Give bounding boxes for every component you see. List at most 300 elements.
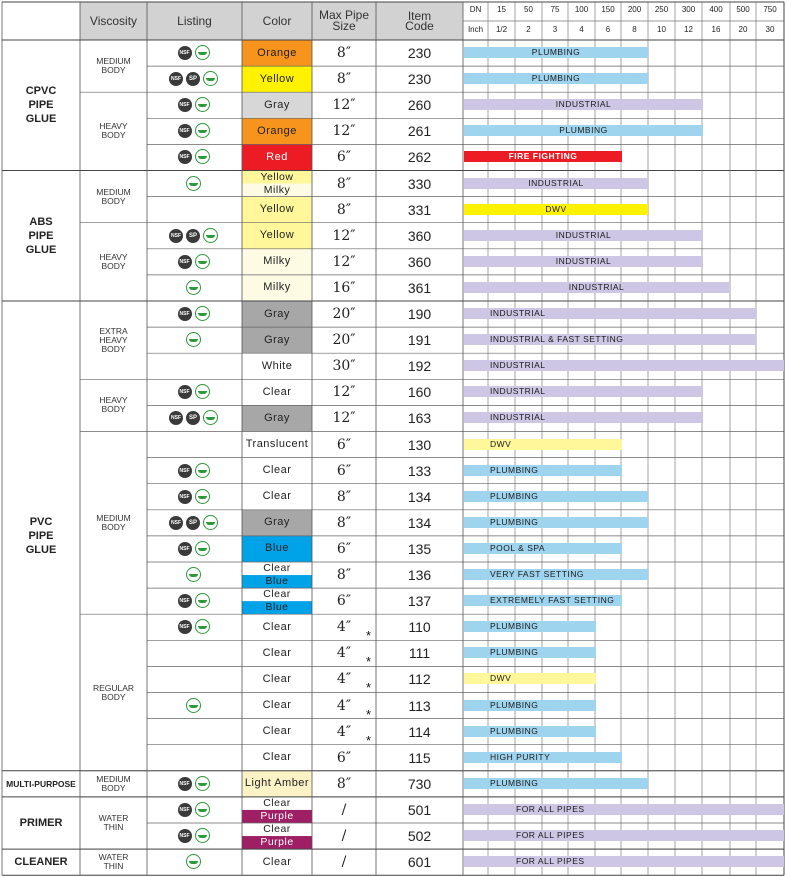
header-listing: Listing — [177, 14, 212, 28]
color-label: Clear — [262, 490, 292, 503]
viscosity-label-line: BODY — [101, 782, 126, 793]
viscosity-label — [80, 122, 147, 140]
color-label: Clear — [263, 562, 291, 575]
item-code: 601 — [407, 854, 432, 871]
max-pipe-size: 8″ — [336, 201, 352, 218]
color-label: Yellow — [259, 203, 295, 216]
certified-badge-icon — [195, 463, 210, 478]
group-label — [2, 515, 80, 557]
viscosity-label-line: MEDIUM — [96, 773, 131, 784]
viscosity-label-line: THIN — [103, 861, 124, 872]
viscosity-label — [80, 188, 147, 206]
color-label: Gray — [264, 333, 290, 346]
max-pipe-size: 12″ — [332, 253, 356, 270]
certified-badge-icon — [203, 71, 218, 86]
certified-badge-icon — [186, 854, 201, 869]
group-label-line: MULTI-PURPOSE — [6, 778, 76, 789]
nsf-badge-icon: NSF — [178, 490, 192, 504]
color-label: Purple — [260, 809, 294, 822]
inch-value: 6 — [605, 25, 611, 34]
viscosity-label-line: MEDIUM — [96, 512, 131, 523]
application-label: PLUMBING — [490, 516, 539, 527]
inch-value: 30 — [765, 25, 775, 34]
viscosity-label-line: EXTRA — [99, 325, 128, 336]
application-label: FOR ALL PIPES — [516, 803, 585, 814]
item-code: 137 — [407, 593, 432, 610]
viscosity-label-line: HEAVY — [99, 334, 128, 345]
asterisk-mark: * — [366, 628, 372, 644]
application-label: FIRE FIGHTING — [508, 151, 578, 162]
application-bar — [464, 543, 622, 554]
application-bar — [464, 282, 729, 293]
max-pipe-size: 8″ — [336, 175, 352, 192]
certified-badge-icon — [186, 332, 201, 347]
viscosity-label-line: BODY — [101, 404, 126, 415]
application-bar — [464, 386, 703, 397]
certified-badge-icon — [186, 280, 201, 295]
color-label: Light Amber — [244, 777, 310, 790]
inch-value: 16 — [711, 25, 721, 34]
max-pipe-size: 20″ — [332, 306, 356, 322]
dn-value: 75 — [550, 5, 560, 14]
color-label: Gray — [264, 516, 290, 529]
nsf-badge-icon: NSF — [178, 46, 192, 60]
nsf-badge-icon: NSF — [178, 777, 192, 791]
max-pipe-size: 6″ — [336, 149, 352, 166]
nsf-badge-icon: NSF — [169, 411, 183, 425]
color-label: Gray — [264, 411, 290, 424]
asterisk-mark: * — [366, 706, 372, 722]
item-code: 134 — [407, 488, 432, 505]
color-label: Clear — [262, 646, 292, 659]
application-label: FOR ALL PIPES — [516, 830, 585, 840]
inch-value: 3 — [552, 25, 558, 34]
dn-value: 400 — [709, 5, 723, 14]
group-label — [2, 777, 80, 791]
application-bar — [464, 47, 648, 58]
dn-value: 15 — [497, 5, 506, 14]
color-label: Milky — [263, 255, 291, 268]
inch-label: Inch — [467, 25, 484, 34]
inch-value: 10 — [657, 25, 666, 34]
application-label: INDUSTRIAL — [555, 229, 612, 240]
asterisk-mark: * — [366, 680, 372, 696]
application-bar — [464, 204, 648, 215]
application-bar — [464, 700, 596, 711]
certified-badge-icon — [195, 123, 210, 138]
item-code: 134 — [407, 514, 432, 531]
nsf-badge-icon: NSF — [178, 542, 192, 556]
group-label-line: PIPE — [28, 229, 54, 242]
max-pipe-size: 8″ — [336, 775, 352, 792]
item-code: 230 — [407, 71, 432, 88]
application-bar — [464, 360, 784, 371]
max-pipe-size: 12″ — [332, 384, 356, 401]
certified-badge-icon — [195, 306, 210, 321]
application-bar — [464, 151, 622, 162]
application-label: DWV — [490, 438, 512, 449]
nsf-badge-icon: NSF — [178, 594, 192, 608]
item-code: 262 — [407, 149, 432, 166]
application-label: PLUMBING — [531, 73, 581, 84]
viscosity-label — [80, 775, 147, 793]
certified-badge-icon — [195, 45, 210, 60]
nsf-badge-icon: NSF — [178, 150, 192, 164]
viscosity-label-line: MEDIUM — [96, 186, 131, 197]
max-pipe-size: 6″ — [336, 593, 352, 610]
header-item-code: Code — [405, 19, 434, 33]
nsf-badge-icon: NSF — [178, 464, 192, 478]
viscosity-label-line: BODY — [101, 260, 126, 271]
dn-value: 300 — [681, 5, 696, 14]
certified-badge-icon — [195, 149, 210, 164]
application-bar — [464, 334, 756, 345]
application-bar — [464, 595, 622, 606]
max-pipe-size: 8″ — [336, 488, 352, 505]
item-code: 191 — [407, 332, 432, 349]
dn-value: 200 — [627, 5, 642, 14]
application-label: EXTREMELY FAST SETTING — [490, 595, 615, 606]
certified-badge-icon — [195, 619, 210, 634]
max-pipe-size: 6″ — [336, 749, 352, 766]
header-max-pipe: Max Pipe — [318, 8, 370, 22]
viscosity-label-line: MEDIUM — [96, 56, 131, 67]
group-label-line: PIPE — [28, 99, 54, 112]
viscosity-label-line: BODY — [101, 195, 126, 206]
viscosity-label — [80, 853, 147, 871]
viscosity-label-line: BODY — [101, 691, 126, 702]
color-label: Blue — [264, 542, 290, 555]
viscosity-label-line: BODY — [101, 130, 126, 141]
color-label: Blue — [265, 601, 289, 614]
application-bar — [464, 125, 703, 136]
application-label: POOL & SPA — [490, 542, 546, 553]
item-code: 360 — [407, 253, 432, 270]
viscosity-label — [80, 327, 147, 354]
color-label: White — [261, 359, 293, 372]
certified-badge-icon — [195, 97, 210, 112]
group-label — [2, 855, 80, 869]
dn-value: 150 — [601, 5, 615, 14]
max-pipe-size: / — [341, 801, 347, 818]
certified-badge-icon — [195, 776, 210, 791]
viscosity-label-line: WATER — [98, 813, 129, 823]
application-bar — [464, 569, 648, 580]
application-label: FOR ALL PIPES — [516, 856, 585, 867]
application-bar — [464, 412, 703, 423]
viscosity-label — [80, 684, 147, 702]
item-code: 331 — [407, 201, 432, 218]
inch-value: 2 — [526, 25, 531, 34]
certified-badge-icon — [195, 489, 210, 504]
group-label — [2, 84, 80, 126]
item-code: 190 — [407, 306, 432, 322]
dn-value: 50 — [524, 5, 533, 14]
item-code: 136 — [407, 567, 432, 583]
nsf-badge-icon: NSF — [169, 72, 183, 86]
item-code: 130 — [407, 436, 432, 453]
application-label: PLUMBING — [490, 699, 539, 710]
item-code: 115 — [408, 749, 431, 766]
max-pipe-size: 8″ — [336, 567, 352, 583]
certified-badge-icon — [203, 515, 218, 530]
max-pipe-size: 8″ — [336, 45, 352, 61]
max-pipe-size: 12″ — [332, 97, 356, 114]
color-label: Yellow — [260, 170, 294, 183]
application-label: DWV — [545, 203, 567, 214]
certified-badge-icon — [186, 698, 201, 713]
application-bar — [464, 856, 784, 867]
group-label-line: GLUE — [25, 543, 57, 556]
viscosity-label — [80, 514, 147, 532]
dn-label: DN — [469, 5, 482, 14]
application-label: INDUSTRIAL — [555, 255, 612, 266]
max-pipe-size: 12″ — [332, 123, 356, 140]
viscosity-label-line: WATER — [98, 852, 129, 863]
color-label: Purple — [260, 836, 294, 849]
csa-badge-icon: SP — [186, 411, 200, 425]
certified-badge-icon — [195, 802, 210, 817]
csa-badge-icon: SP — [186, 229, 200, 243]
max-pipe-size: 4″ — [336, 645, 352, 662]
application-bar — [464, 517, 648, 528]
max-pipe-size: 4″ — [336, 671, 352, 688]
application-bar — [464, 73, 648, 84]
color-label: Clear — [262, 464, 292, 477]
csa-badge-icon: SP — [186, 516, 200, 530]
color-label: Blue — [265, 575, 289, 588]
color-label: Clear — [262, 672, 292, 685]
inch-value: 8 — [632, 25, 637, 34]
color-label: Clear — [262, 725, 292, 738]
item-code: 112 — [408, 671, 431, 688]
application-bar — [464, 491, 648, 502]
header-corner — [2, 2, 80, 40]
application-bar — [464, 621, 596, 632]
color-label: Clear — [262, 620, 292, 633]
max-pipe-size: 4″ — [336, 723, 352, 740]
item-code: 502 — [407, 828, 432, 844]
color-label: Yellow — [259, 229, 295, 242]
application-label: HIGH PURITY — [490, 751, 551, 762]
max-pipe-size: / — [341, 854, 347, 871]
application-label: PLUMBING — [559, 125, 608, 136]
application-bar — [464, 830, 784, 841]
application-label: INDUSTRIAL & FAST SETTING — [490, 334, 624, 345]
viscosity-label — [80, 253, 147, 271]
nsf-badge-icon: NSF — [169, 516, 183, 530]
viscosity-label — [80, 57, 147, 75]
group-label-line: PVC — [29, 515, 53, 528]
color-label: Clear — [262, 385, 292, 398]
item-code: 114 — [408, 723, 431, 740]
application-label: PLUMBING — [490, 464, 539, 475]
group-label-line: CPVC — [25, 85, 57, 98]
certified-badge-icon — [195, 384, 210, 399]
color-label: Clear — [262, 699, 292, 712]
nsf-badge-icon: NSF — [178, 829, 192, 843]
certified-badge-icon — [195, 593, 210, 608]
certified-badge-icon — [195, 541, 210, 556]
color-label: Yellow — [259, 72, 295, 85]
application-label: PLUMBING — [490, 777, 539, 788]
header-color: Color — [262, 14, 292, 28]
nsf-badge-icon: NSF — [178, 620, 192, 634]
asterisk-mark: * — [366, 732, 372, 748]
application-label: PLUMBING — [490, 647, 539, 658]
viscosity-label-line: REGULAR — [92, 682, 135, 693]
dn-value: 250 — [654, 5, 669, 14]
certified-badge-icon — [195, 828, 210, 843]
application-label: INDUSTRIAL — [528, 177, 584, 188]
color-label: Clear — [262, 751, 292, 764]
color-label: Gray — [264, 307, 290, 320]
nsf-badge-icon: NSF — [178, 385, 192, 399]
application-label: INDUSTRIAL — [568, 281, 625, 292]
max-pipe-size: 30″ — [332, 358, 356, 375]
item-code: 730 — [407, 775, 432, 792]
color-label: Milky — [263, 183, 291, 196]
header-viscosity: Viscosity — [89, 14, 138, 28]
application-label: INDUSTRIAL — [490, 360, 546, 371]
asterisk-mark: * — [366, 654, 372, 670]
nsf-badge-icon: NSF — [169, 229, 183, 243]
group-label-line: CLEANER — [14, 856, 68, 869]
nsf-badge-icon: NSF — [178, 98, 192, 112]
group-label-line: GLUE — [25, 113, 57, 126]
color-label: Clear — [263, 588, 291, 601]
application-bar — [464, 726, 596, 737]
application-bar — [464, 752, 622, 763]
viscosity-label-line: THIN — [103, 822, 124, 832]
item-code: 163 — [407, 410, 432, 427]
application-bar — [464, 230, 703, 241]
application-label: PLUMBING — [531, 47, 581, 57]
max-pipe-size: 12″ — [332, 410, 356, 427]
application-label: PLUMBING — [490, 621, 539, 632]
color-label: Translucent — [245, 438, 309, 451]
application-label: INDUSTRIAL — [555, 99, 612, 110]
max-pipe-size: 4″ — [336, 619, 352, 636]
item-code: 361 — [407, 279, 432, 296]
application-label: PLUMBING — [490, 725, 539, 736]
dn-value: 100 — [574, 5, 589, 14]
max-pipe-size: 6″ — [336, 540, 352, 557]
inch-value: 1/2 — [495, 25, 508, 34]
group-label — [2, 215, 80, 257]
group-label-line: PRIMER — [19, 817, 63, 829]
application-bar — [464, 804, 784, 815]
nsf-badge-icon: NSF — [178, 124, 192, 138]
max-pipe-size: / — [341, 828, 347, 844]
item-code: 360 — [407, 227, 432, 244]
inch-value: 4 — [579, 25, 584, 34]
max-pipe-size: 6″ — [336, 436, 352, 453]
color-label: Orange — [257, 46, 297, 59]
group-label-line: GLUE — [25, 243, 57, 256]
application-bar — [464, 673, 596, 684]
application-label: INDUSTRIAL — [490, 308, 546, 318]
color-label: Clear — [263, 823, 291, 836]
header-item-code: Item — [407, 9, 432, 23]
item-code: 330 — [407, 175, 432, 192]
viscosity-label-line: BODY — [101, 343, 126, 354]
application-bar — [464, 308, 756, 319]
nsf-badge-icon: NSF — [178, 803, 192, 817]
application-bar — [464, 439, 622, 450]
item-code: 501 — [407, 801, 432, 818]
item-code: 230 — [407, 45, 432, 61]
nsf-badge-icon: NSF — [178, 255, 192, 269]
item-code: 261 — [407, 123, 432, 140]
viscosity-label-line: HEAVY — [99, 121, 128, 132]
item-code: 192 — [407, 358, 432, 375]
application-bar — [464, 778, 648, 789]
application-bar — [464, 99, 703, 110]
group-label-line: PIPE — [28, 529, 54, 542]
dn-value: 750 — [763, 5, 777, 14]
csa-badge-icon: SP — [186, 72, 200, 86]
certified-badge-icon — [203, 228, 218, 243]
application-label: VERY FAST SETTING — [490, 569, 584, 579]
max-pipe-size: 16″ — [332, 279, 356, 296]
color-label: Gray — [264, 98, 290, 111]
viscosity-label-line: HEAVY — [99, 395, 128, 406]
viscosity-label-line: BODY — [101, 521, 126, 532]
header-max-pipe: Size — [332, 19, 356, 33]
application-label: DWV — [490, 673, 512, 684]
max-pipe-size: 20″ — [332, 332, 356, 349]
viscosity-label-line: BODY — [101, 65, 126, 76]
inch-value: 12 — [684, 25, 693, 34]
color-label: Red — [266, 150, 288, 163]
item-code: 111 — [408, 645, 431, 662]
max-pipe-size: 6″ — [336, 462, 352, 479]
application-bar — [464, 178, 648, 189]
color-label: Clear — [262, 855, 292, 868]
viscosity-label — [80, 814, 147, 832]
application-bar — [464, 647, 596, 658]
certified-badge-icon — [195, 254, 210, 269]
color-label: Milky — [263, 281, 291, 294]
certified-badge-icon — [186, 567, 201, 582]
item-code: 113 — [408, 697, 431, 714]
color-label: Orange — [257, 124, 297, 137]
application-bar — [464, 465, 622, 476]
item-code: 260 — [407, 97, 432, 114]
item-code: 135 — [407, 540, 432, 557]
item-code: 160 — [407, 384, 432, 401]
dn-value: 500 — [736, 5, 750, 14]
viscosity-label — [80, 396, 147, 414]
application-bar — [464, 256, 703, 267]
item-code: 110 — [408, 619, 431, 636]
max-pipe-size: 4″ — [336, 697, 352, 714]
color-label: Clear — [263, 796, 291, 809]
certified-badge-icon — [186, 176, 201, 191]
application-label: PLUMBING — [490, 490, 539, 501]
max-pipe-size: 12″ — [332, 227, 356, 244]
group-label — [2, 816, 80, 830]
group-label-line: ABS — [29, 215, 53, 228]
nsf-badge-icon: NSF — [178, 307, 192, 321]
max-pipe-size: 8″ — [336, 71, 352, 88]
inch-value: 20 — [738, 25, 748, 34]
max-pipe-size: 8″ — [336, 514, 352, 531]
application-label: INDUSTRIAL — [490, 412, 546, 423]
viscosity-label-line: HEAVY — [99, 251, 128, 262]
item-code: 133 — [407, 462, 432, 479]
